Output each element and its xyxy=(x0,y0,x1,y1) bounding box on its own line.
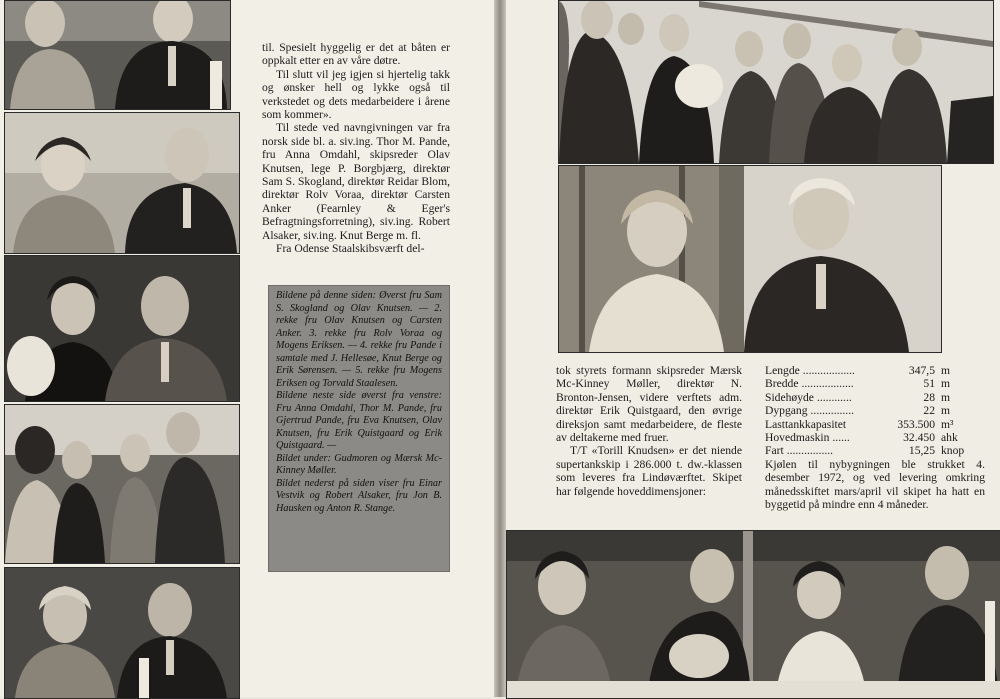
spec-unit: ahk xyxy=(941,431,958,445)
right-page xyxy=(506,0,1000,697)
caption-paragraph: Bildet nederst på siden viser fru Einar Vestvik og Robert Alsaker, fru Jon B. Hausken og Anton R. Stange. xyxy=(276,477,442,514)
spec-value: 15,25 xyxy=(908,444,935,458)
spec-row xyxy=(765,418,967,431)
spec-value: 22 xyxy=(923,404,935,418)
spec-row xyxy=(765,431,967,444)
spec-row xyxy=(765,444,967,457)
spec-value: 32.450 xyxy=(903,431,935,445)
spec-unit: m³ xyxy=(941,417,954,431)
spec-leader-dots: ............ xyxy=(816,390,852,404)
spec-value: 353.500 xyxy=(897,417,935,431)
spec-label xyxy=(765,377,883,390)
spec-row xyxy=(765,391,967,404)
spec-row xyxy=(765,364,967,377)
paragraph: Til stede ved navngivningen var fra norsk side bl. a. siv.ing. Thor M. Pande, fru Anna Omdahl, skipsreder Olav Knutsen, lege P. Borgbjærg, direktør Sam S. Skogland, direktør Reidar Blom, direktør Rolv Voraa, direktør Carsten Anker (Fearnley & Eger's Befragtningsforretning), siv.ing. Robert Alsaker, siv.ing. Knut Berge m. fl. xyxy=(262,121,450,242)
paragraph: Til slutt vil jeg igjen si hjertelig takk og ønsker hell og lykke også til verkstedet og dets medarbeidere i årene som kommer». xyxy=(262,67,450,122)
caption-paragraph: Bildene på denne siden: Øverst fru Sam S. Skogland og Olav Knutsen. — 2. rekke fru Olav Knutsen og Carsten Anker. 3. rekke fru Rolv Voraa og Mogens Eriksen. — 4. rekke fru Pande i samtale med J. Hellesøe, Knut Berge og Erik Sørensen. — 5. rekke fru Mogens Eriksen og Torvald Staalesen. xyxy=(276,290,442,389)
spec-label xyxy=(765,444,883,457)
spec-label xyxy=(765,418,883,431)
photo-vestvik-alsaker-hausken-stange xyxy=(506,530,1000,699)
spec-row xyxy=(765,404,967,417)
photo-skogland-knutsen xyxy=(4,0,231,110)
photo-pande-hellesoe xyxy=(4,404,240,564)
spec-leader-dots: .................. xyxy=(802,364,855,377)
specs-table xyxy=(765,364,967,458)
photo-eriksen-staalesen xyxy=(4,567,240,699)
spec-label-text: Lasttankkapasitet xyxy=(765,417,847,431)
spec-leader-dots xyxy=(846,418,849,431)
paragraph: Fra Odense Staalskibsværft del- xyxy=(276,242,425,256)
spec-unit: m xyxy=(941,390,951,404)
article-text-right xyxy=(556,364,742,498)
spec-label xyxy=(765,404,883,417)
book-gutter xyxy=(494,0,506,697)
paragraph: til. Spesielt hyggelig er det at båten er oppkalt etter en av våre døtre. xyxy=(262,41,450,68)
ship-specs xyxy=(765,364,985,511)
photo-godmother-moller xyxy=(558,165,942,353)
left-page xyxy=(0,0,494,697)
paragraph: T/T «Torill Knudsen» er det niende supertankskip i 286.000 t. dw.-klassen som leveres fra Lindøværftet. Skipet har følgende hoveddimensjoner: xyxy=(556,444,742,498)
spec-label-text: Sidehøyde xyxy=(765,390,814,404)
spec-unit: m xyxy=(941,377,951,391)
caption-paragraph: Bildene neste side øverst fra venstre: Fru Anna Omdahl, Thor M. Pande, fru Gjertrud Pande, fru Eva Knutsen, Olav Knutsen, fru Erik Quistgaard og Erik Quistgaard. — xyxy=(276,390,442,451)
spec-label-text: Fart xyxy=(765,444,784,458)
caption-paragraph: Bildet under: Gudmoren og Mærsk Mc-Kinney Møller. xyxy=(276,452,442,476)
spec-label xyxy=(765,391,883,404)
spec-leader-dots: ............... xyxy=(810,404,854,418)
spec-value: 28 xyxy=(923,390,935,404)
spec-label-text: Lengde xyxy=(765,364,800,377)
article-text-left xyxy=(262,41,450,256)
spec-unit: m xyxy=(941,404,951,418)
photo-voraa-eriksen xyxy=(4,255,240,402)
paragraph: tok styrets formann skipsreder Mærsk Mc-Kinney Møller, direktør N. Bronton-Jensen, videre verftets adm. direktør Erik Quistgaard, den øvrige direksjon samt medarbeidere, de fleste av deltakerne med fruer. xyxy=(556,364,742,445)
spec-leader-dots: ................ xyxy=(786,444,834,458)
spec-label xyxy=(765,431,883,444)
spec-leader-dots: .................. xyxy=(801,377,854,391)
spec-label-text: Hovedmaskin xyxy=(765,431,830,445)
spec-label-text: Dypgang xyxy=(765,404,808,418)
spec-leader-dots: ...... xyxy=(832,431,850,445)
photo-knutsen-anker xyxy=(4,112,240,254)
spec-row xyxy=(765,377,967,390)
spec-value: 347,5 xyxy=(908,364,935,377)
spec-unit: knop xyxy=(941,444,965,458)
photo-caption-box xyxy=(268,285,450,572)
spec-label-text: Bredde xyxy=(765,377,799,391)
spec-label xyxy=(765,364,883,377)
spec-unit: m xyxy=(941,364,951,377)
photo-group-guests xyxy=(558,0,994,164)
spec-value: 51 xyxy=(923,377,935,391)
keel-paragraph: Kjølen til nybygningen ble strukket 4. desember 1972, og ved levering omkring månedsskiftet mars/april vil skipet ha hatt en byggetid på mindre enn 4 måneder. xyxy=(765,457,985,512)
